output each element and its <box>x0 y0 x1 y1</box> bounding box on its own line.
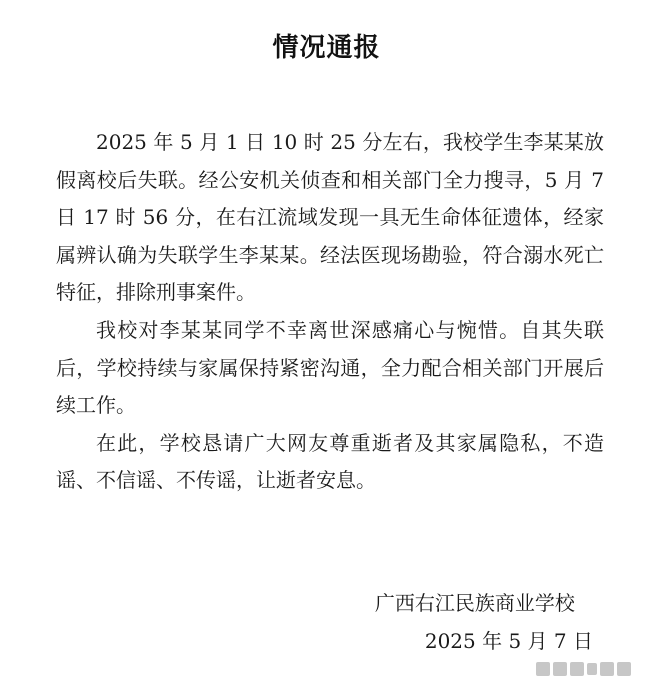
document-body <box>56 124 604 500</box>
watermark-glyph-icon <box>553 662 567 676</box>
paragraph-2: 我校对李某某同学不幸离世深感痛心与惋惜。自其失联后，学校持续与家属保持紧密沟通，全力配合相关部门开展后续工作。 <box>56 317 604 418</box>
signature-block <box>375 584 593 660</box>
watermark-glyph-icon <box>600 662 614 676</box>
paragraph-3: 在此，学校恳请广大网友尊重逝者及其家属隐私，不造谣、不信谣、不传谣，让逝者安息。 <box>56 430 604 493</box>
signature-organization: 广西右江民族商业学校 <box>374 591 575 615</box>
watermark-glyph-icon <box>617 662 631 676</box>
watermark-glyph-icon <box>536 662 550 676</box>
document-title: 情况通报 <box>272 33 381 63</box>
watermark-icon <box>536 662 631 676</box>
watermark-glyph-icon <box>570 662 584 676</box>
watermark-glyph-icon <box>587 663 597 675</box>
signature-date: 2025 年 5 月 7 日 <box>424 629 593 653</box>
paragraph-1: 2025 年 5 月 1 日 10 时 25 分左右，我校学生李某某放假离校后失联。经公安机关侦查和相关部门全力搜寻，5 月 7 日 17 时 56 分，在右江流域发现一具无生命体征遗体，经家属辨认确为失联学生李某某。经法医现场勘验，符合溺水死亡特征，排除刑事案件。 <box>56 130 604 305</box>
